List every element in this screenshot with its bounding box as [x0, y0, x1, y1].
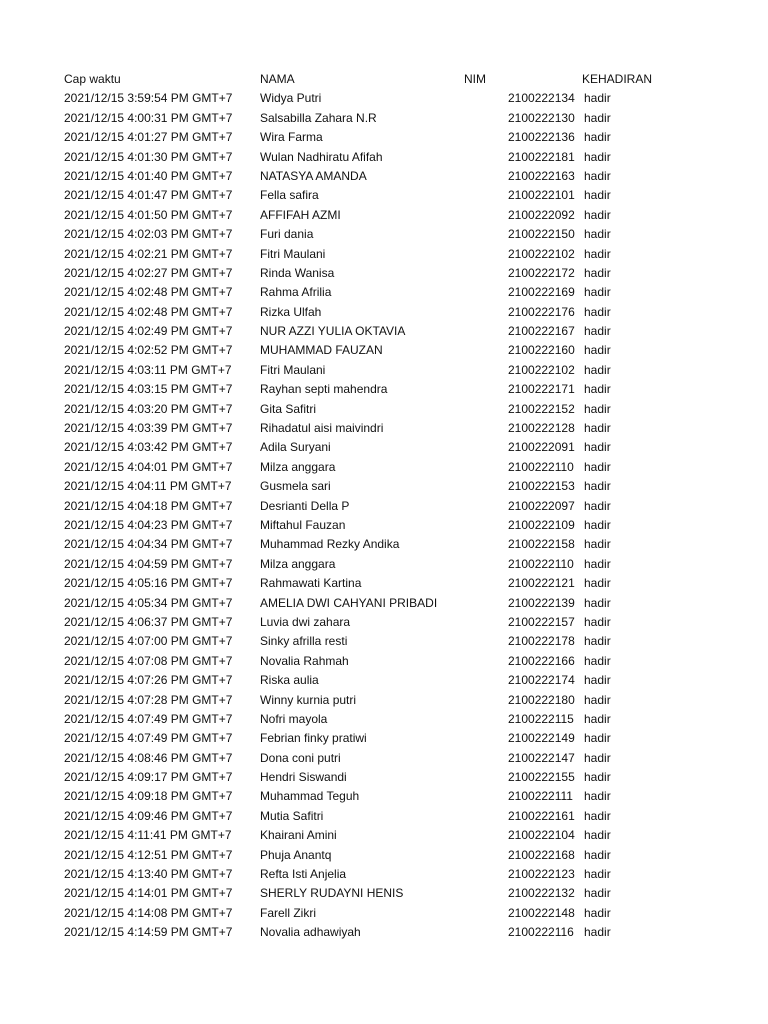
- time-cell: 2021/12/15 4:01:27 PM GMT+7: [64, 130, 233, 145]
- name-cell: Furi dania: [260, 227, 314, 242]
- status-cell: hadir: [584, 595, 611, 610]
- status-cell: hadir: [584, 440, 611, 455]
- nim-cell: 2100222102: [508, 362, 575, 377]
- status-cell: hadir: [584, 421, 611, 436]
- table-row: [0, 846, 768, 865]
- time-cell: 2021/12/15 4:00:31 PM GMT+7: [64, 110, 233, 125]
- name-cell: Nofri mayola: [260, 711, 328, 726]
- status-cell: hadir: [584, 847, 611, 862]
- status-cell: hadir: [584, 479, 611, 494]
- nim-cell: 2100222148: [508, 905, 575, 920]
- status-cell: hadir: [584, 382, 611, 397]
- nim-cell: 2100222132: [508, 886, 575, 901]
- name-cell: Phuja Anantq: [260, 847, 332, 862]
- name-cell: Rinda Wanisa: [260, 265, 335, 280]
- status-cell: hadir: [584, 149, 611, 164]
- time-cell: 2021/12/15 4:14:59 PM GMT+7: [64, 925, 233, 940]
- nim-cell: 2100222152: [508, 401, 575, 416]
- nim-cell: 2100222110: [508, 556, 574, 571]
- status-cell: hadir: [584, 886, 611, 901]
- nim-cell: 2100222178: [508, 634, 575, 649]
- table-row: [0, 419, 768, 438]
- nim-cell: 2100222149: [508, 731, 575, 746]
- status-cell: hadir: [584, 168, 611, 183]
- name-cell: Muhammad Rezky Andika: [260, 537, 400, 552]
- time-cell: 2021/12/15 4:07:00 PM GMT+7: [64, 634, 233, 649]
- status-cell: hadir: [584, 517, 611, 532]
- table-row: [0, 361, 768, 380]
- name-cell: Milza anggara: [260, 459, 336, 474]
- nim-cell: 2100222101: [508, 188, 575, 203]
- table-row: [0, 497, 768, 516]
- status-cell: hadir: [584, 905, 611, 920]
- nim-cell: 2100222172: [508, 265, 575, 280]
- status-cell: hadir: [584, 925, 611, 940]
- table-row: [0, 535, 768, 554]
- nim-cell: 2100222180: [508, 692, 575, 707]
- name-cell: AMELIA DWI CAHYANI PRIBADI: [260, 595, 438, 610]
- nim-cell: 2100222109: [508, 517, 575, 532]
- table-row: [0, 477, 768, 496]
- status-cell: hadir: [584, 614, 611, 629]
- name-cell: Fitri Maulani: [260, 246, 326, 261]
- name-cell: Wira Farma: [260, 130, 323, 145]
- nim-cell: 2100222115: [508, 711, 574, 726]
- time-cell: 2021/12/15 4:07:49 PM GMT+7: [64, 731, 233, 746]
- name-cell: Gusmela sari: [260, 479, 331, 494]
- time-cell: 2021/12/15 4:09:18 PM GMT+7: [64, 789, 233, 804]
- time-cell: 2021/12/15 4:03:20 PM GMT+7: [64, 401, 233, 416]
- time-cell: 2021/12/15 4:02:03 PM GMT+7: [64, 227, 233, 242]
- name-cell: Riska aulia: [260, 673, 319, 688]
- name-cell: Dona coni putri: [260, 750, 341, 765]
- nim-cell: 2100222169: [508, 285, 575, 300]
- nim-cell: 2100222155: [508, 770, 575, 785]
- status-cell: hadir: [584, 556, 611, 571]
- status-cell: hadir: [584, 634, 611, 649]
- table-row: [0, 89, 768, 108]
- table-row: [0, 652, 768, 671]
- time-cell: 2021/12/15 4:02:27 PM GMT+7: [64, 265, 233, 280]
- status-cell: hadir: [584, 808, 611, 823]
- table-row: [0, 904, 768, 923]
- name-cell: Refta Isti Anjelia: [260, 867, 347, 882]
- status-cell: hadir: [584, 653, 611, 668]
- nim-cell: 2100222134: [508, 91, 575, 106]
- name-cell: Adila Suryani: [260, 440, 331, 455]
- nim-cell: 2100222092: [508, 207, 575, 222]
- name-cell: Rihadatul aisi maivindri: [260, 421, 384, 436]
- time-cell: 2021/12/15 4:09:46 PM GMT+7: [64, 808, 233, 823]
- status-cell: hadir: [584, 537, 611, 552]
- table-row: [0, 729, 768, 748]
- name-cell: AFFIFAH AZMI: [260, 207, 341, 222]
- time-cell: 2021/12/15 4:03:42 PM GMT+7: [64, 440, 233, 455]
- time-cell: 2021/12/15 4:01:50 PM GMT+7: [64, 207, 233, 222]
- table-row: [0, 749, 768, 768]
- status-cell: hadir: [584, 692, 611, 707]
- table-row: [0, 826, 768, 845]
- name-cell: Sinky afrilla resti: [260, 634, 348, 649]
- name-cell: Luvia dwi zahara: [260, 614, 351, 629]
- table-row: [0, 516, 768, 535]
- name-cell: Hendri Siswandi: [260, 770, 347, 785]
- time-cell: 2021/12/15 4:01:40 PM GMT+7: [64, 168, 233, 183]
- time-cell: 2021/12/15 4:03:11 PM GMT+7: [64, 362, 232, 377]
- nim-cell: 2100222121: [508, 576, 575, 591]
- name-cell: MUHAMMAD FAUZAN: [260, 343, 383, 358]
- time-cell: 2021/12/15 4:05:34 PM GMT+7: [64, 595, 233, 610]
- nim-cell: 2100222157: [508, 614, 575, 629]
- nim-cell: 2100222116: [508, 925, 574, 940]
- status-cell: hadir: [584, 828, 611, 843]
- time-cell: 2021/12/15 4:07:49 PM GMT+7: [64, 711, 233, 726]
- status-cell: hadir: [584, 770, 611, 785]
- time-cell: 2021/12/15 4:02:48 PM GMT+7: [64, 304, 233, 319]
- table-row: [0, 768, 768, 787]
- table-row: [0, 865, 768, 884]
- name-cell: Rahmawati Kartina: [260, 576, 362, 591]
- nim-cell: 2100222097: [508, 498, 575, 513]
- table-row: [0, 264, 768, 283]
- name-cell: Mutia Safitri: [260, 808, 324, 823]
- status-cell: hadir: [584, 789, 611, 804]
- nim-cell: 2100222102: [508, 246, 575, 261]
- table-row: [0, 438, 768, 457]
- table-row: [0, 109, 768, 128]
- table-row: [0, 691, 768, 710]
- table-row: [0, 322, 768, 341]
- name-cell: Miftahul Fauzan: [260, 517, 346, 532]
- time-cell: 2021/12/15 4:06:37 PM GMT+7: [64, 614, 233, 629]
- status-cell: hadir: [584, 130, 611, 145]
- status-cell: hadir: [584, 498, 611, 513]
- name-cell: Winny kurnia putri: [260, 692, 357, 707]
- name-cell: Febrian finky pratiwi: [260, 731, 367, 746]
- status-cell: hadir: [584, 362, 611, 377]
- time-cell: 2021/12/15 4:04:11 PM GMT+7: [64, 479, 232, 494]
- name-cell: Novalia Rahmah: [260, 653, 349, 668]
- time-cell: 2021/12/15 4:13:40 PM GMT+7: [64, 867, 233, 882]
- name-cell: Desrianti Della P: [260, 498, 350, 513]
- name-cell: Salsabilla Zahara N.R: [260, 110, 377, 125]
- header-row: [0, 70, 768, 89]
- name-cell: Novalia adhawiyah: [260, 925, 361, 940]
- nim-cell: 2100222147: [508, 750, 575, 765]
- header-nim: NIM: [464, 72, 486, 86]
- table-row: [0, 303, 768, 322]
- nim-cell: 2100222181: [508, 149, 575, 164]
- status-cell: hadir: [584, 110, 611, 125]
- status-cell: hadir: [584, 343, 611, 358]
- table-row: [0, 555, 768, 574]
- table-row: [0, 128, 768, 147]
- time-cell: 2021/12/15 4:03:15 PM GMT+7: [64, 382, 233, 397]
- table-row: [0, 341, 768, 360]
- time-cell: 2021/12/15 4:12:51 PM GMT+7: [64, 847, 233, 862]
- header-name: NAMA: [260, 72, 295, 86]
- status-cell: hadir: [584, 459, 611, 474]
- nim-cell: 2100222136: [508, 130, 575, 145]
- name-cell: Farell Zikri: [260, 905, 316, 920]
- time-cell: 2021/12/15 4:01:30 PM GMT+7: [64, 149, 233, 164]
- nim-cell: 2100222168: [508, 847, 575, 862]
- time-cell: 2021/12/15 4:11:41 PM GMT+7: [64, 828, 232, 843]
- status-cell: hadir: [584, 285, 611, 300]
- time-cell: 2021/12/15 4:02:21 PM GMT+7: [64, 246, 233, 261]
- table-row: [0, 807, 768, 826]
- status-cell: hadir: [584, 91, 611, 106]
- nim-cell: 2100222139: [508, 595, 575, 610]
- time-cell: 2021/12/15 4:01:47 PM GMT+7: [64, 188, 233, 203]
- name-cell: NATASYA AMANDA: [260, 168, 367, 183]
- attendance-sheet: [0, 70, 768, 943]
- name-cell: Khairani Amini: [260, 828, 337, 843]
- nim-cell: 2100222110: [508, 459, 574, 474]
- nim-cell: 2100222160: [508, 343, 575, 358]
- time-cell: 2021/12/15 4:02:48 PM GMT+7: [64, 285, 233, 300]
- table-row: [0, 594, 768, 613]
- name-cell: Fitri Maulani: [260, 362, 326, 377]
- time-cell: 2021/12/15 3:59:54 PM GMT+7: [64, 91, 233, 106]
- name-cell: Muhammad Teguh: [260, 789, 360, 804]
- table-row: [0, 787, 768, 806]
- name-cell: Rizka Ulfah: [260, 304, 322, 319]
- table-row: [0, 671, 768, 690]
- status-cell: hadir: [584, 731, 611, 746]
- time-cell: 2021/12/15 4:05:16 PM GMT+7: [64, 576, 233, 591]
- header-time: Cap waktu: [64, 72, 121, 86]
- table-row: [0, 884, 768, 903]
- nim-cell: 2100222166: [508, 653, 575, 668]
- nim-cell: 2100222150: [508, 227, 575, 242]
- time-cell: 2021/12/15 4:02:49 PM GMT+7: [64, 324, 233, 339]
- status-cell: hadir: [584, 750, 611, 765]
- table-row: [0, 148, 768, 167]
- time-cell: 2021/12/15 4:04:34 PM GMT+7: [64, 537, 233, 552]
- status-cell: hadir: [584, 188, 611, 203]
- status-cell: hadir: [584, 324, 611, 339]
- table-row: [0, 613, 768, 632]
- table-row: [0, 710, 768, 729]
- nim-cell: 2100222158: [508, 537, 575, 552]
- time-cell: 2021/12/15 4:09:17 PM GMT+7: [64, 770, 233, 785]
- name-cell: Milza anggara: [260, 556, 336, 571]
- table-row: [0, 400, 768, 419]
- time-cell: 2021/12/15 4:07:26 PM GMT+7: [64, 673, 233, 688]
- name-cell: Rayhan septi mahendra: [260, 382, 388, 397]
- table-row: [0, 167, 768, 186]
- nim-cell: 2100222167: [508, 324, 575, 339]
- time-cell: 2021/12/15 4:02:52 PM GMT+7: [64, 343, 233, 358]
- data-rows: [0, 89, 768, 942]
- nim-cell: 2100222163: [508, 168, 575, 183]
- time-cell: 2021/12/15 4:04:01 PM GMT+7: [64, 459, 233, 474]
- time-cell: 2021/12/15 4:14:01 PM GMT+7: [64, 886, 233, 901]
- status-cell: hadir: [584, 246, 611, 261]
- table-row: [0, 245, 768, 264]
- nim-cell: 2100222161: [508, 808, 575, 823]
- time-cell: 2021/12/15 4:08:46 PM GMT+7: [64, 750, 233, 765]
- status-cell: hadir: [584, 304, 611, 319]
- table-row: [0, 206, 768, 225]
- nim-cell: 2100222176: [508, 304, 575, 319]
- table-row: [0, 574, 768, 593]
- name-cell: NUR AZZI YULIA OKTAVIA: [260, 324, 406, 339]
- nim-cell: 2100222174: [508, 673, 575, 688]
- table-row: [0, 186, 768, 205]
- status-cell: hadir: [584, 711, 611, 726]
- time-cell: 2021/12/15 4:04:59 PM GMT+7: [64, 556, 233, 571]
- status-cell: hadir: [584, 401, 611, 416]
- status-cell: hadir: [584, 207, 611, 222]
- time-cell: 2021/12/15 4:07:28 PM GMT+7: [64, 692, 233, 707]
- table-row: [0, 923, 768, 942]
- header-attendance: KEHADIRAN: [582, 72, 653, 86]
- nim-cell: 2100222128: [508, 421, 575, 436]
- name-cell: Fella safira: [260, 188, 319, 203]
- nim-cell: 2100222104: [508, 828, 575, 843]
- status-cell: hadir: [584, 576, 611, 591]
- name-cell: Widya Putri: [260, 91, 322, 106]
- name-cell: Rahma Afrilia: [260, 285, 332, 300]
- status-cell: hadir: [584, 265, 611, 280]
- nim-cell: 2100222123: [508, 867, 575, 882]
- nim-cell: 2100222111: [508, 789, 573, 804]
- time-cell: 2021/12/15 4:04:23 PM GMT+7: [64, 517, 233, 532]
- status-cell: hadir: [584, 867, 611, 882]
- time-cell: 2021/12/15 4:03:39 PM GMT+7: [64, 421, 233, 436]
- table-row: [0, 283, 768, 302]
- table-row: [0, 458, 768, 477]
- table-row: [0, 632, 768, 651]
- time-cell: 2021/12/15 4:14:08 PM GMT+7: [64, 905, 233, 920]
- table-row: [0, 380, 768, 399]
- status-cell: hadir: [584, 227, 611, 242]
- name-cell: SHERLY RUDAYNI HENIS: [260, 886, 404, 901]
- table-row: [0, 225, 768, 244]
- nim-cell: 2100222091: [508, 440, 575, 455]
- nim-cell: 2100222153: [508, 479, 575, 494]
- status-cell: hadir: [584, 673, 611, 688]
- time-cell: 2021/12/15 4:04:18 PM GMT+7: [64, 498, 233, 513]
- nim-cell: 2100222130: [508, 110, 575, 125]
- time-cell: 2021/12/15 4:07:08 PM GMT+7: [64, 653, 233, 668]
- name-cell: Wulan Nadhiratu Afifah: [260, 149, 383, 164]
- name-cell: Gita Safitri: [260, 401, 317, 416]
- nim-cell: 2100222171: [508, 382, 575, 397]
